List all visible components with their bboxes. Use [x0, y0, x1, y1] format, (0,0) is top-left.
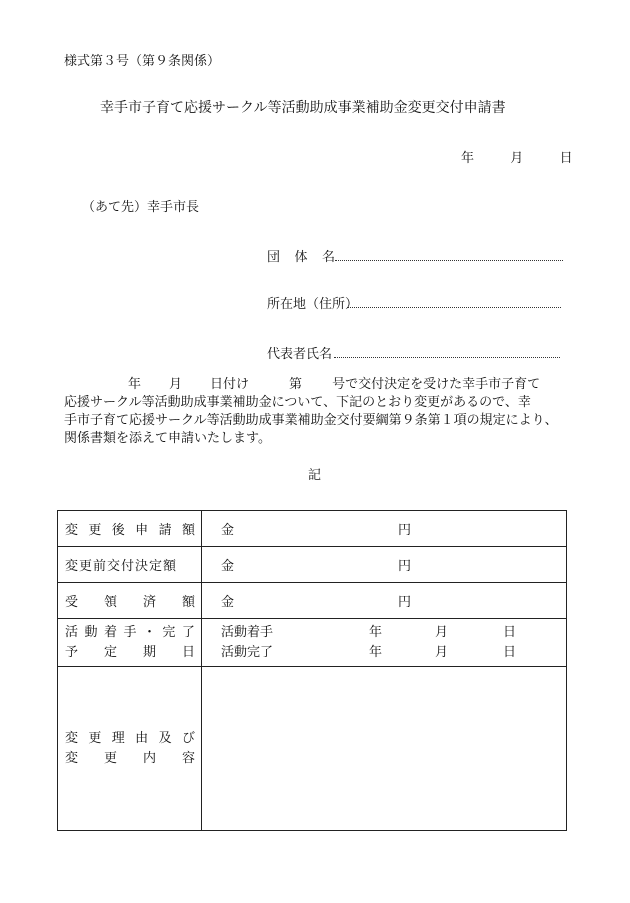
new-amount-value[interactable]: 金 円 — [202, 511, 567, 547]
representative-field[interactable] — [334, 357, 560, 358]
body-line-2: 応援サークル等活動助成事業補助金について、下記のとおり変更があるので、幸 — [64, 395, 531, 410]
table-row — [58, 511, 567, 547]
schedule-value[interactable]: 活動着手 年 月 日 活動完了 年 月 日 — [202, 619, 567, 667]
received-amount-label: 受 領 済 額 — [58, 583, 202, 619]
address-label: 所在地（住所） — [267, 297, 359, 312]
date-line — [461, 147, 573, 166]
new-amount-label: 変 更 後 申 請 額 — [58, 511, 202, 547]
prior-amount-label: 変更前交付決定額 — [58, 547, 202, 583]
addressee: （あて先）幸手市長 — [82, 200, 200, 215]
change-reason-value[interactable] — [202, 667, 567, 831]
date-day: 日 — [559, 151, 573, 166]
schedule-label: 活 動 着 手 ・ 完 了 予 定 期 日 — [58, 619, 202, 667]
body-line-1: 年 月 日付け 第 号で交付決定を受けた幸手市子育て — [128, 377, 541, 392]
table-row — [58, 583, 567, 619]
change-reason-label: 変 更 理 由 及 び 変 更 内 容 — [58, 667, 202, 831]
table-row — [58, 619, 567, 667]
body-line-4: 関係書類を添えて申請いたします。 — [64, 431, 271, 446]
document-title: 幸手市子育て応援サークル等活動助成事業補助金変更交付申請書 — [100, 100, 506, 116]
ki-marker: 記 — [308, 468, 322, 483]
address-field[interactable] — [347, 307, 561, 308]
representative-label: 代表者氏名 — [267, 347, 333, 362]
body-line-3: 手市子育て応援サークル等活動助成事業補助金交付要綱第９条第１項の規定により、 — [64, 413, 558, 428]
table-row — [58, 547, 567, 583]
org-name-field[interactable] — [335, 260, 563, 261]
date-month: 月 — [510, 151, 524, 166]
received-amount-value[interactable]: 金 円 — [202, 583, 567, 619]
form-number: 様式第３号（第９条関係） — [64, 54, 221, 69]
application-table — [57, 510, 567, 831]
body-paragraph — [64, 376, 570, 448]
org-name-label: 団 体 名 — [267, 250, 335, 265]
prior-amount-value[interactable]: 金 円 — [202, 547, 567, 583]
table-row — [58, 667, 567, 831]
date-year: 年 — [461, 151, 475, 166]
